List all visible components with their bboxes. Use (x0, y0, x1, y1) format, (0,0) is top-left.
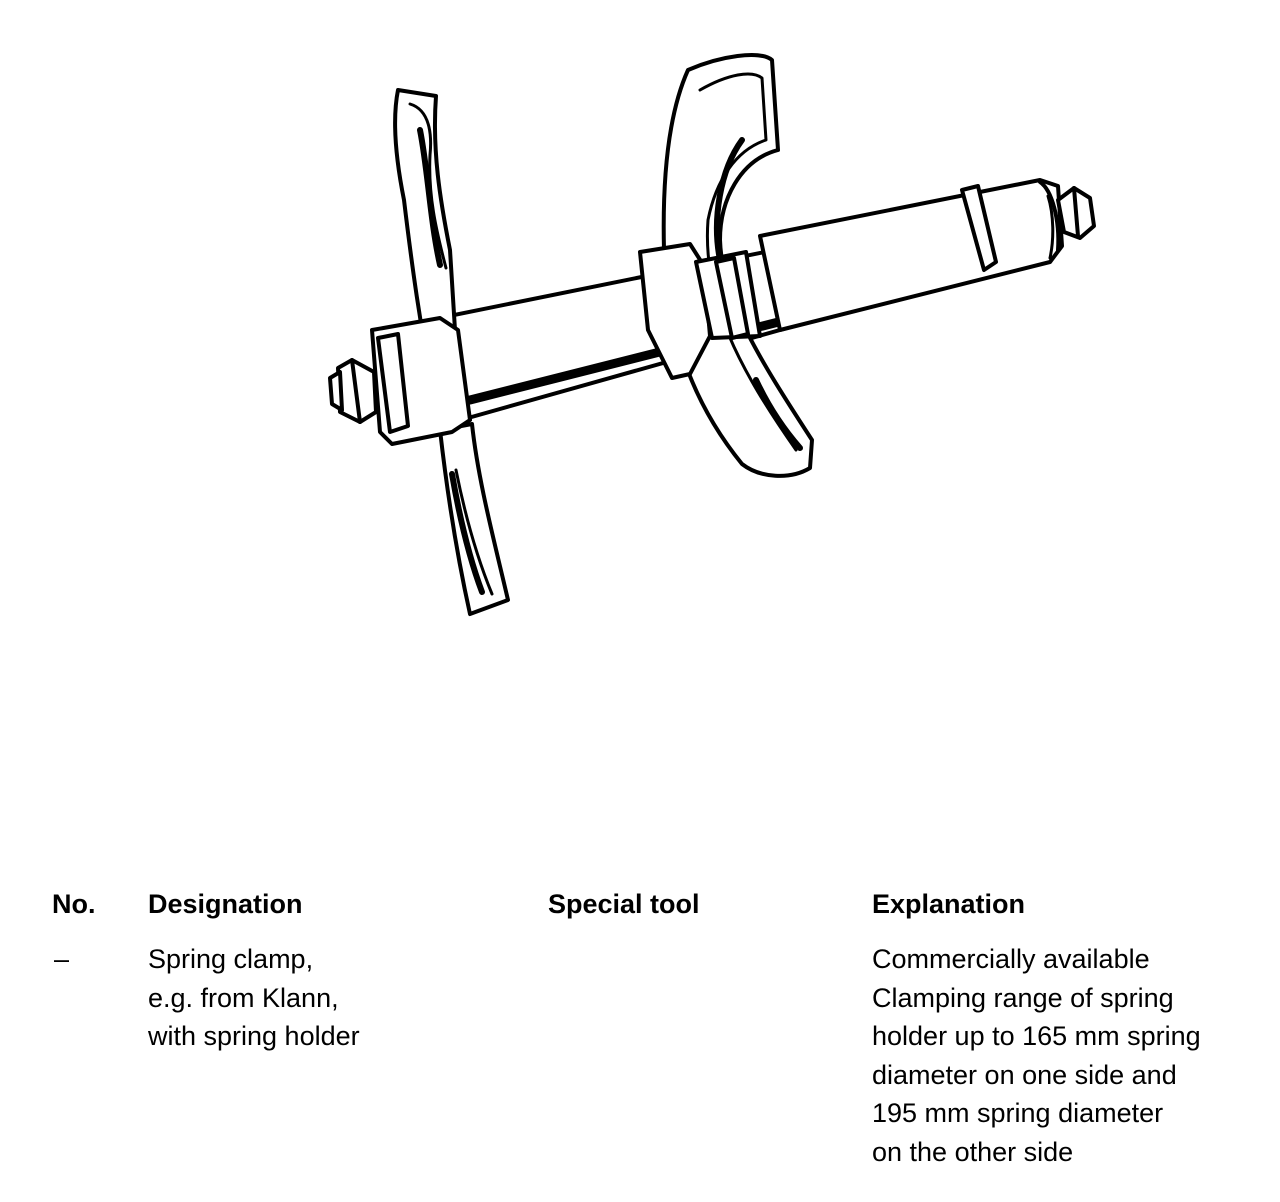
explanation-line: Clamping range of spring (872, 982, 1174, 1013)
header-special-tool: Special tool (548, 889, 700, 919)
explanation-line: Commercially available (872, 944, 1150, 974)
designation-line: with spring holder (148, 1021, 360, 1051)
row-designation (148, 940, 360, 1056)
designation-line: e.g. from Klann, (148, 982, 339, 1013)
explanation-line: on the other side (872, 1136, 1074, 1167)
header-designation: Designation (148, 889, 303, 919)
row-explanation (872, 940, 1201, 1171)
header-explanation: Explanation (872, 889, 1026, 919)
designation-line: Spring clamp, (148, 944, 314, 974)
row-no: – (54, 944, 70, 974)
explanation-line: holder up to 165 mm spring (872, 1021, 1201, 1051)
explanation-line: diameter on one side and (872, 1059, 1177, 1090)
explanation-line: 195 mm spring diameter (872, 1098, 1164, 1128)
header-no: No. (52, 889, 96, 919)
